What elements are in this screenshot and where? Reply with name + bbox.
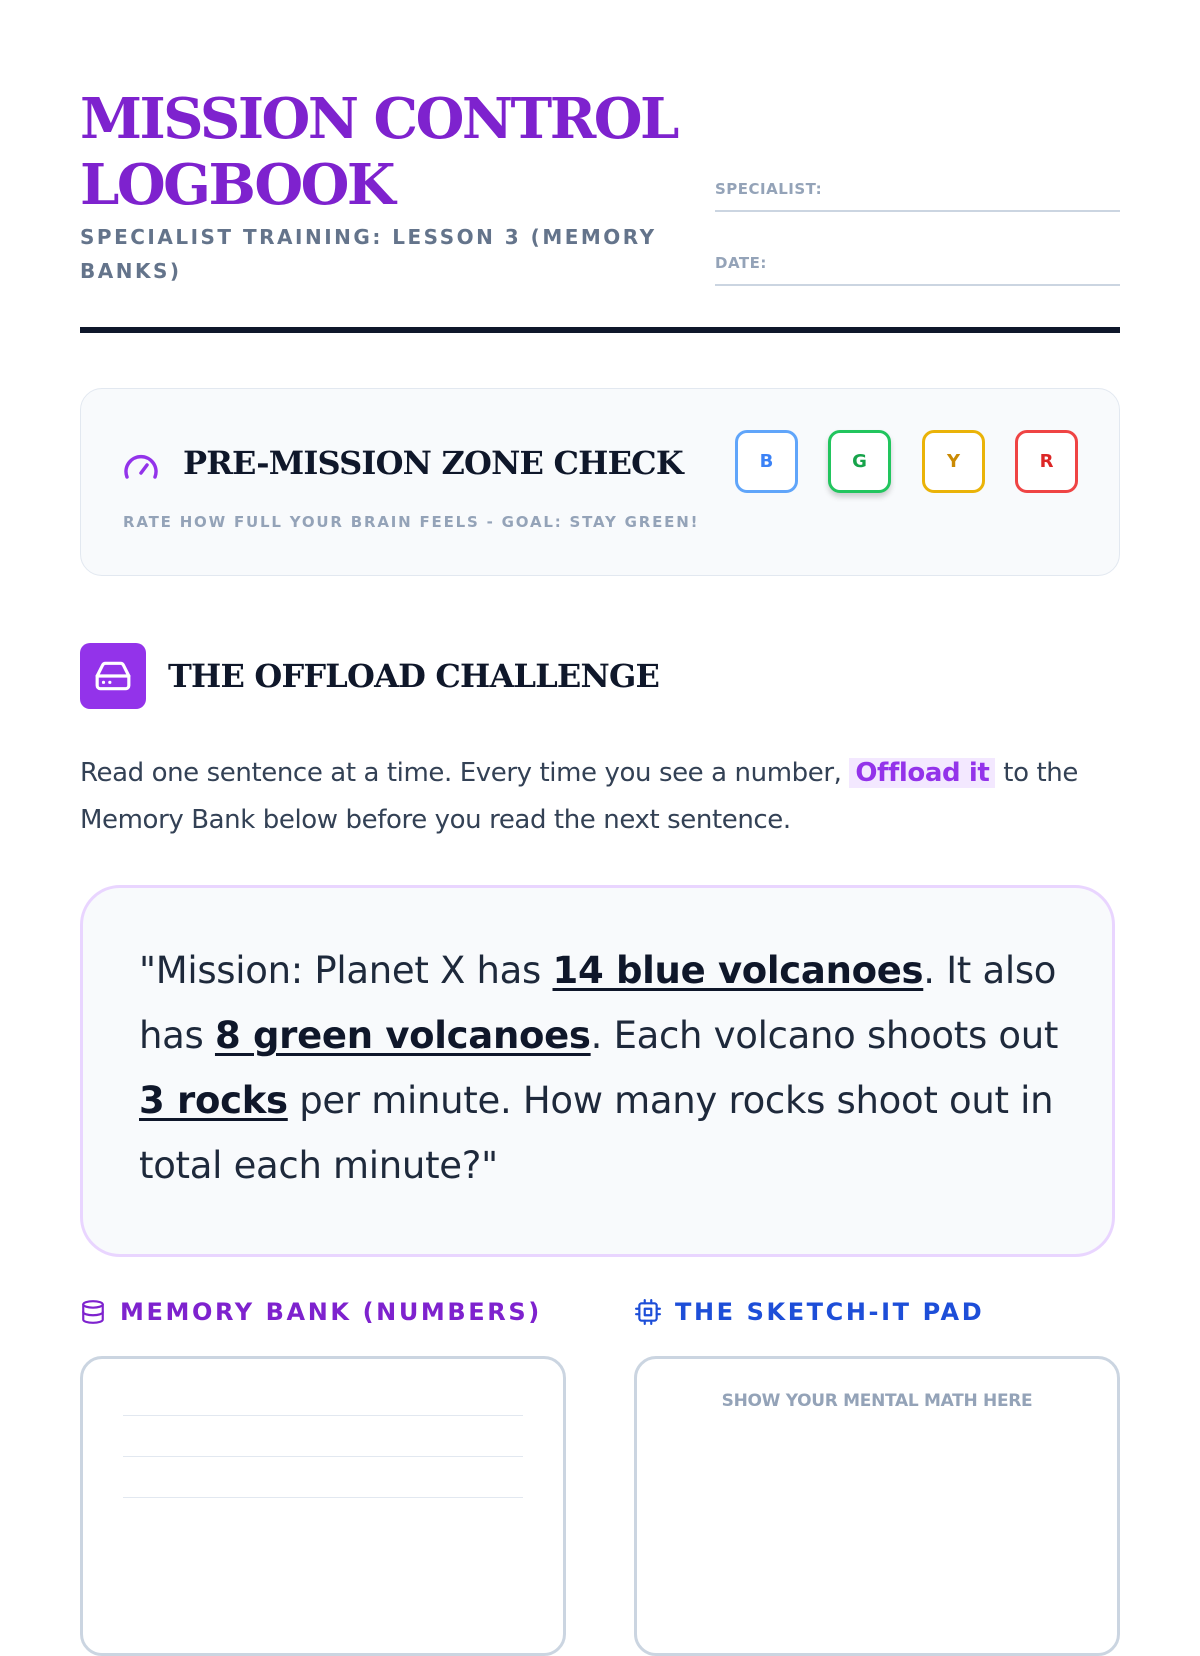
zone-check-hint: RATE HOW FULL YOUR BRAIN FEELS - GOAL: STAY GREEN! [123, 513, 700, 531]
instructions-text-before: Read one sentence at a time. Every time you see a number, [80, 758, 842, 788]
passage-number: 8 green volcanoes [214, 1014, 591, 1057]
offload-instructions [80, 750, 1125, 844]
passage-text: . Each volcano shoots out [590, 1014, 1059, 1057]
zone-button-blue[interactable] [735, 430, 798, 493]
page-subtitle: SPECIALIST TRAINING: LESSON 3 (MEMORY BANKS) [80, 225, 657, 283]
offload-section-icon [80, 643, 146, 709]
passage-number: 3 rocks [139, 1079, 288, 1122]
mission-passage [139, 938, 1062, 1198]
sketch-pad-heading [635, 1297, 984, 1327]
passage-text: per minute. How many rocks shoot out in total each minute?" [139, 1079, 1054, 1187]
hard-drive-icon [94, 657, 132, 695]
database-icon [80, 1299, 106, 1325]
memory-bank-heading [80, 1297, 542, 1327]
gauge-icon [121, 447, 161, 487]
sketch-pad-note: SHOW YOUR MENTAL MATH HERE [721, 1391, 1033, 1411]
sketch-pad-title: THE SKETCH-IT PAD [675, 1298, 985, 1326]
zone-button-label: Y [946, 451, 961, 472]
date-field[interactable] [715, 246, 1120, 286]
date-label: DATE: [715, 254, 767, 272]
header-divider [80, 327, 1120, 333]
writing-line [123, 1497, 523, 1498]
zone-button-green[interactable] [828, 430, 891, 493]
zone-check-title: PRE-MISSION ZONE CHECK [183, 444, 683, 482]
memory-bank-title: MEMORY BANK (NUMBERS) [120, 1298, 542, 1326]
writing-line [123, 1456, 523, 1457]
specialist-label: SPECIALIST: [715, 180, 823, 198]
zone-check-card [80, 388, 1120, 576]
zone-button-label: G [852, 451, 867, 472]
mission-passage-card [80, 885, 1115, 1257]
memory-bank-pad[interactable] [80, 1356, 566, 1656]
sketch-pad[interactable] [634, 1356, 1120, 1656]
zone-button-red[interactable] [1015, 430, 1078, 493]
title-line-1: MISSION CONTROL [80, 86, 677, 152]
cpu-icon [635, 1299, 661, 1325]
zone-button-label: B [759, 451, 774, 472]
passage-number: 14 blue volcanoes [552, 949, 924, 992]
offload-title: THE OFFLOAD CHALLENGE [168, 657, 660, 695]
title-line-2: LOGBOOK [80, 152, 394, 218]
instructions-text-after: to the Memory Bank below before you read the next sentence. [80, 758, 1078, 835]
page-title [80, 86, 720, 218]
zone-button-label: R [1039, 451, 1054, 472]
passage-text: . It also has [139, 949, 1057, 1057]
zone-button-yellow[interactable] [922, 430, 985, 493]
offload-highlight: Offload it [849, 758, 995, 788]
passage-text: "Mission: Planet X has [139, 949, 553, 992]
worksheet-page [80, 0, 1120, 1600]
specialist-field[interactable] [715, 172, 1120, 212]
writing-line [123, 1415, 523, 1416]
